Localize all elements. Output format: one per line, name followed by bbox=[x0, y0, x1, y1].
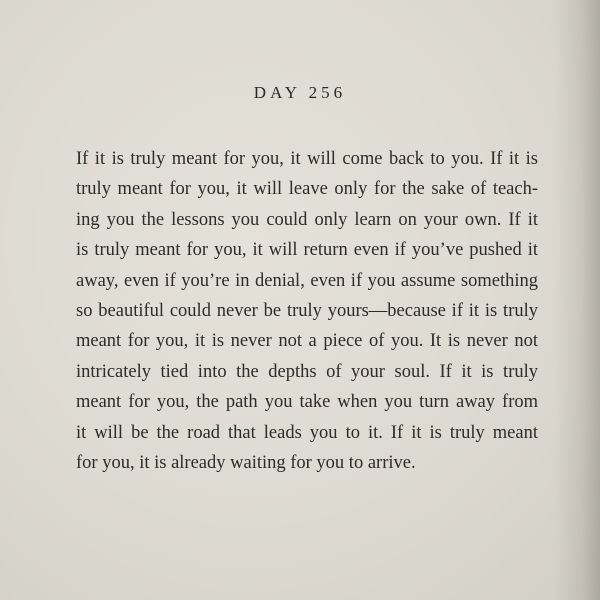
passage-line: intricately tied into the depths of your soul. If it is truly bbox=[76, 361, 538, 382]
passage-line: truly meant for you, it will leave only for the sake of teach- bbox=[76, 179, 538, 200]
passage-text bbox=[76, 144, 538, 478]
passage-line: meant for you, the path you take when you turn away from bbox=[76, 392, 538, 413]
page-heading: DAY 256 bbox=[253, 83, 347, 102]
passage-line: for you, it is already waiting for you to arrive. bbox=[76, 452, 416, 473]
passage-line: away, even if you’re in denial, even if you assume something bbox=[76, 270, 538, 291]
passage-line: so beautiful could never be truly yours—because if it is truly bbox=[76, 300, 538, 321]
passage-line: it will be the road that leads you to it. If it is truly meant bbox=[76, 422, 538, 443]
passage-line: meant for you, it is never not a piece of you. It is never not bbox=[76, 331, 538, 352]
passage-line: is truly meant for you, it will return even if you’ve pushed it bbox=[76, 240, 538, 261]
passage-line: If it is truly meant for you, it will come back to you. If it is bbox=[76, 149, 538, 169]
passage-line: ing you the lessons you could only learn on your own. If it bbox=[76, 209, 538, 230]
